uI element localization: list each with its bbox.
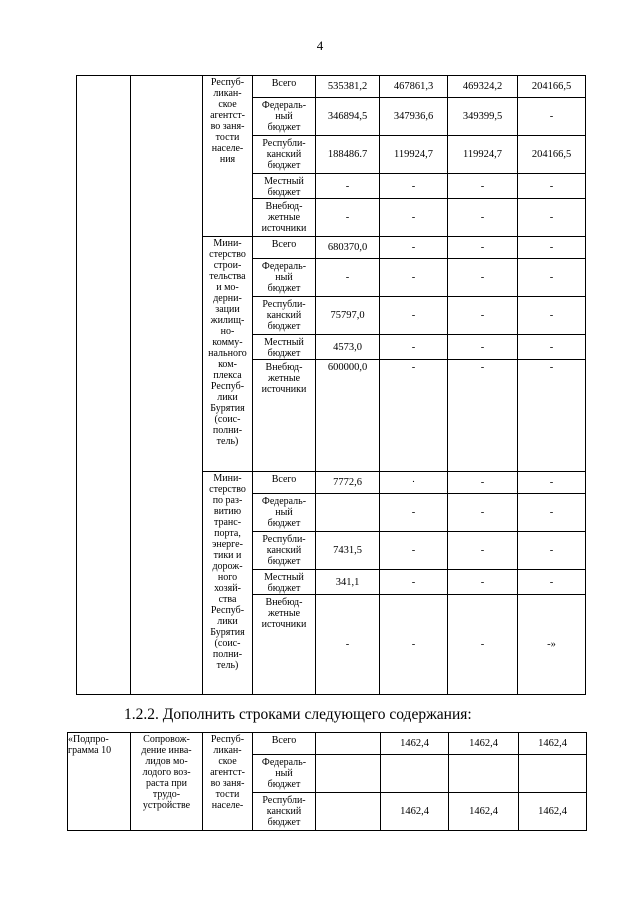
funding-source-line: бюджет (267, 187, 301, 198)
value-cell: 469324,2 (448, 76, 518, 98)
value-cell: - (380, 532, 448, 570)
value-cell: - (316, 595, 380, 695)
funding-source-line: Местный (264, 572, 304, 583)
executor-line: Респуб- (210, 381, 245, 392)
value-cell: 1462,4 (381, 733, 449, 755)
value-cell: - (448, 297, 518, 335)
executor-line: тики и (213, 550, 242, 561)
funding-source-line: бюджет (267, 779, 301, 790)
value-cell: - (518, 532, 586, 570)
executor-line: ликан- (213, 88, 242, 99)
executor-line: ния (219, 154, 236, 165)
funding-source-line: Внебюд- (265, 201, 303, 212)
executor-line: комму- (212, 337, 243, 348)
executor-cell (203, 472, 253, 695)
funding-source-line: бюджет (267, 556, 301, 567)
funding-source-cell (253, 360, 316, 472)
executor-line: Бурятия (210, 627, 245, 638)
table-row (68, 733, 587, 755)
executor-line: по раз- (212, 495, 243, 506)
executor-line: лики (217, 616, 238, 627)
value-cell: 467861,3 (380, 76, 448, 98)
funding-source-cell (253, 297, 316, 335)
funding-source-line: ный (275, 111, 293, 122)
value-cell: - (380, 335, 448, 360)
value-cell: 680370,0 (316, 237, 380, 259)
funding-source-line: Местный (264, 337, 304, 348)
value-cell (316, 733, 381, 755)
value-cell: - (316, 174, 380, 199)
executor-line: плекса (213, 370, 242, 381)
value-cell: - (448, 595, 518, 695)
value-cell: - (448, 259, 518, 297)
value-cell: - (448, 335, 518, 360)
value-cell: - (518, 98, 586, 136)
value-cell: - (380, 494, 448, 532)
executor-line: стерство (209, 484, 246, 495)
funding-source-line: Республи- (262, 138, 306, 149)
funding-source-cell (253, 532, 316, 570)
executor-line: жилищ- (210, 315, 245, 326)
col2-line: лодого воз- (142, 767, 191, 778)
executor-line: ства (218, 594, 237, 605)
funding-source-line: Всего (271, 239, 297, 250)
funding-source-cell (253, 595, 316, 695)
col2-line: трудо- (152, 789, 181, 800)
funding-source-line: Внебюд- (265, 597, 303, 608)
value-cell (316, 755, 381, 793)
value-cell: 1462,4 (519, 793, 587, 831)
col3-line: населе- (211, 800, 244, 811)
executor-line: дерни- (213, 293, 242, 304)
funding-source-line: Федераль- (261, 757, 307, 768)
value-cell: - (448, 532, 518, 570)
blank-cell (131, 76, 203, 695)
col1-line: грамма 10 (68, 745, 112, 756)
executor-line: Респуб- (210, 605, 245, 616)
value-cell: - (518, 570, 586, 595)
value-cell: - (316, 259, 380, 297)
executor-line: тельства (209, 271, 246, 282)
executor-line: стерство (209, 249, 246, 260)
funding-source-cell (253, 472, 316, 494)
value-cell: 600000,0 (316, 360, 380, 472)
value-cell: 4573,0 (316, 335, 380, 360)
value-cell: 347936,6 (380, 98, 448, 136)
funding-source-line: канский (266, 310, 302, 321)
funding-source-cell (253, 733, 316, 755)
funding-source-cell (253, 237, 316, 259)
value-cell: 75797,0 (316, 297, 380, 335)
value-cell: - (380, 259, 448, 297)
value-cell: - (518, 360, 586, 472)
col3-line: тости (215, 789, 240, 800)
value-cell (449, 755, 519, 793)
col2-line: раста при (145, 778, 187, 789)
value-cell (316, 494, 380, 532)
value-cell: 1462,4 (449, 733, 519, 755)
value-cell: - (518, 237, 586, 259)
value-cell: 7431,5 (316, 532, 380, 570)
blank-cell (77, 76, 131, 695)
executor-line: ское (218, 99, 237, 110)
value-cell: 535381,2 (316, 76, 380, 98)
executor-line: тель) (216, 436, 239, 447)
funding-source-line: ный (275, 507, 293, 518)
value-cell: - (380, 174, 448, 199)
value-cell: - (448, 570, 518, 595)
executor-line: агентст- (210, 110, 245, 121)
executor-cell (203, 237, 253, 472)
executor-line: дорож- (212, 561, 243, 572)
value-cell: 1462,4 (449, 793, 519, 831)
funding-source-line: бюджет (267, 122, 301, 133)
executor-line: порта, (214, 528, 241, 539)
value-cell: - (518, 297, 586, 335)
funding-source-line: Республи- (262, 299, 306, 310)
value-cell: - (316, 199, 380, 237)
executor-line: хозяй- (214, 583, 241, 594)
executor-line: полни- (212, 649, 243, 660)
funding-source-line: источники (261, 223, 307, 234)
value-cell: - (448, 472, 518, 494)
funding-source-line: бюджет (267, 518, 301, 529)
executor-line: тель) (216, 660, 239, 671)
value-cell: 1462,4 (519, 733, 587, 755)
value-cell: 1462,4 (381, 793, 449, 831)
value-cell: 349399,5 (448, 98, 518, 136)
value-cell: 346894,5 (316, 98, 380, 136)
col2-line: Сопровож- (143, 734, 190, 745)
executor-line: тости (215, 132, 240, 143)
funding-source-cell (253, 494, 316, 532)
executor-cell (203, 76, 253, 237)
value-cell: · (380, 472, 448, 494)
funding-source-line: канский (266, 545, 302, 556)
funding-source-line: Всего (271, 735, 297, 746)
measure-cell (131, 733, 203, 831)
funding-source-line: Всего (271, 78, 297, 89)
funding-source-cell (253, 259, 316, 297)
funding-source-line: жетные (267, 373, 301, 384)
executor-line: Мини- (213, 238, 242, 249)
funding-source-line: Федераль- (261, 496, 307, 507)
executor-line: зации (215, 304, 240, 315)
subprogram-cell (68, 733, 131, 831)
value-cell: 341,1 (316, 570, 380, 595)
funding-source-cell (253, 570, 316, 595)
value-cell: 119924,7 (380, 136, 448, 174)
col3-line: ликан- (213, 745, 242, 756)
funding-source-line: Федераль- (261, 261, 307, 272)
table-row (77, 76, 586, 98)
funding-source-line: бюджет (267, 583, 301, 594)
value-cell: - (518, 472, 586, 494)
funding-source-line: Внебюд- (265, 362, 303, 373)
executor-line: строи- (213, 260, 242, 271)
funding-source-line: ный (275, 272, 293, 283)
value-cell: - (448, 174, 518, 199)
funding-source-line: источники (261, 619, 307, 630)
funding-source-line: бюджет (267, 817, 301, 828)
funding-source-line: канский (266, 149, 302, 160)
value-cell: 204166,5 (518, 136, 586, 174)
value-cell: -» (518, 595, 586, 695)
funding-source-line: канский (266, 806, 302, 817)
value-cell: 119924,7 (448, 136, 518, 174)
value-cell: - (518, 494, 586, 532)
funding-source-cell (253, 199, 316, 237)
funding-source-line: бюджет (267, 283, 301, 294)
executor-line: полни- (212, 425, 243, 436)
executor-line: и мо- (216, 282, 239, 293)
executor-line: населе- (211, 143, 244, 154)
value-cell: - (448, 494, 518, 532)
value-cell: - (448, 237, 518, 259)
subprogram-table (67, 732, 587, 831)
executor-line: витию (213, 506, 242, 517)
funding-source-cell (253, 76, 316, 98)
funding-source-cell (253, 793, 316, 831)
value-cell: - (448, 199, 518, 237)
funding-source-line: Республи- (262, 534, 306, 545)
executor-line: лики (217, 392, 238, 403)
page-number: 4 (316, 38, 324, 53)
value-cell: - (448, 360, 518, 472)
col3-line: Респуб- (210, 734, 245, 745)
executor-line: энерге- (212, 539, 243, 550)
value-cell: 188486.7 (316, 136, 380, 174)
value-cell: - (380, 595, 448, 695)
value-cell: - (380, 570, 448, 595)
funding-source-cell (253, 174, 316, 199)
executor-line: (соис- (214, 414, 241, 425)
funding-source-cell (253, 136, 316, 174)
section-heading: 1.2.2. Дополнить строками следующего содержания: (124, 706, 472, 723)
value-cell: - (518, 259, 586, 297)
value-cell: - (380, 199, 448, 237)
funding-source-line: Республи- (262, 795, 306, 806)
value-cell: - (380, 297, 448, 335)
col3-line: во заня- (210, 778, 245, 789)
executor-line: но- (220, 326, 235, 337)
funding-source-line: бюджет (267, 348, 301, 359)
funding-source-line: жетные (267, 212, 301, 223)
funding-source-line: жетные (267, 608, 301, 619)
value-cell: - (518, 199, 586, 237)
funding-source-line: Федераль- (261, 100, 307, 111)
col3-line: агентст- (210, 767, 245, 778)
funding-source-line: бюджет (267, 321, 301, 332)
executor-line: нального (208, 348, 247, 359)
value-cell: 7772,6 (316, 472, 380, 494)
col1-line: «Подпро- (68, 734, 109, 745)
value-cell (316, 793, 381, 831)
col2-line: устройстве (142, 800, 191, 811)
executor-line: транс- (213, 517, 242, 528)
col2-line: дение инва- (141, 745, 192, 756)
value-cell: - (518, 335, 586, 360)
value-cell (519, 755, 587, 793)
value-cell: 204166,5 (518, 76, 586, 98)
funding-source-line: Местный (264, 176, 304, 187)
col2-line: лидов мо- (145, 756, 188, 767)
value-cell: - (380, 237, 448, 259)
executor-line: Мини- (213, 473, 242, 484)
value-cell (381, 755, 449, 793)
executor-line: ком- (218, 359, 237, 370)
col3-line: ское (218, 756, 237, 767)
executor-line: (соис- (214, 638, 241, 649)
executor-line: ного (217, 572, 238, 583)
funding-source-cell (253, 755, 316, 793)
funding-source-line: Всего (271, 474, 297, 485)
value-cell: - (518, 174, 586, 199)
executor-line: во заня- (210, 121, 245, 132)
funding-source-line: источники (261, 384, 307, 395)
funding-source-cell (253, 98, 316, 136)
funding-source-cell (253, 335, 316, 360)
executor-cell (203, 733, 253, 831)
budget-table (76, 75, 586, 695)
executor-line: Респуб- (210, 77, 245, 88)
value-cell: - (380, 360, 448, 472)
funding-source-line: ный (275, 768, 293, 779)
executor-line: Бурятия (210, 403, 245, 414)
funding-source-line: бюджет (267, 160, 301, 171)
